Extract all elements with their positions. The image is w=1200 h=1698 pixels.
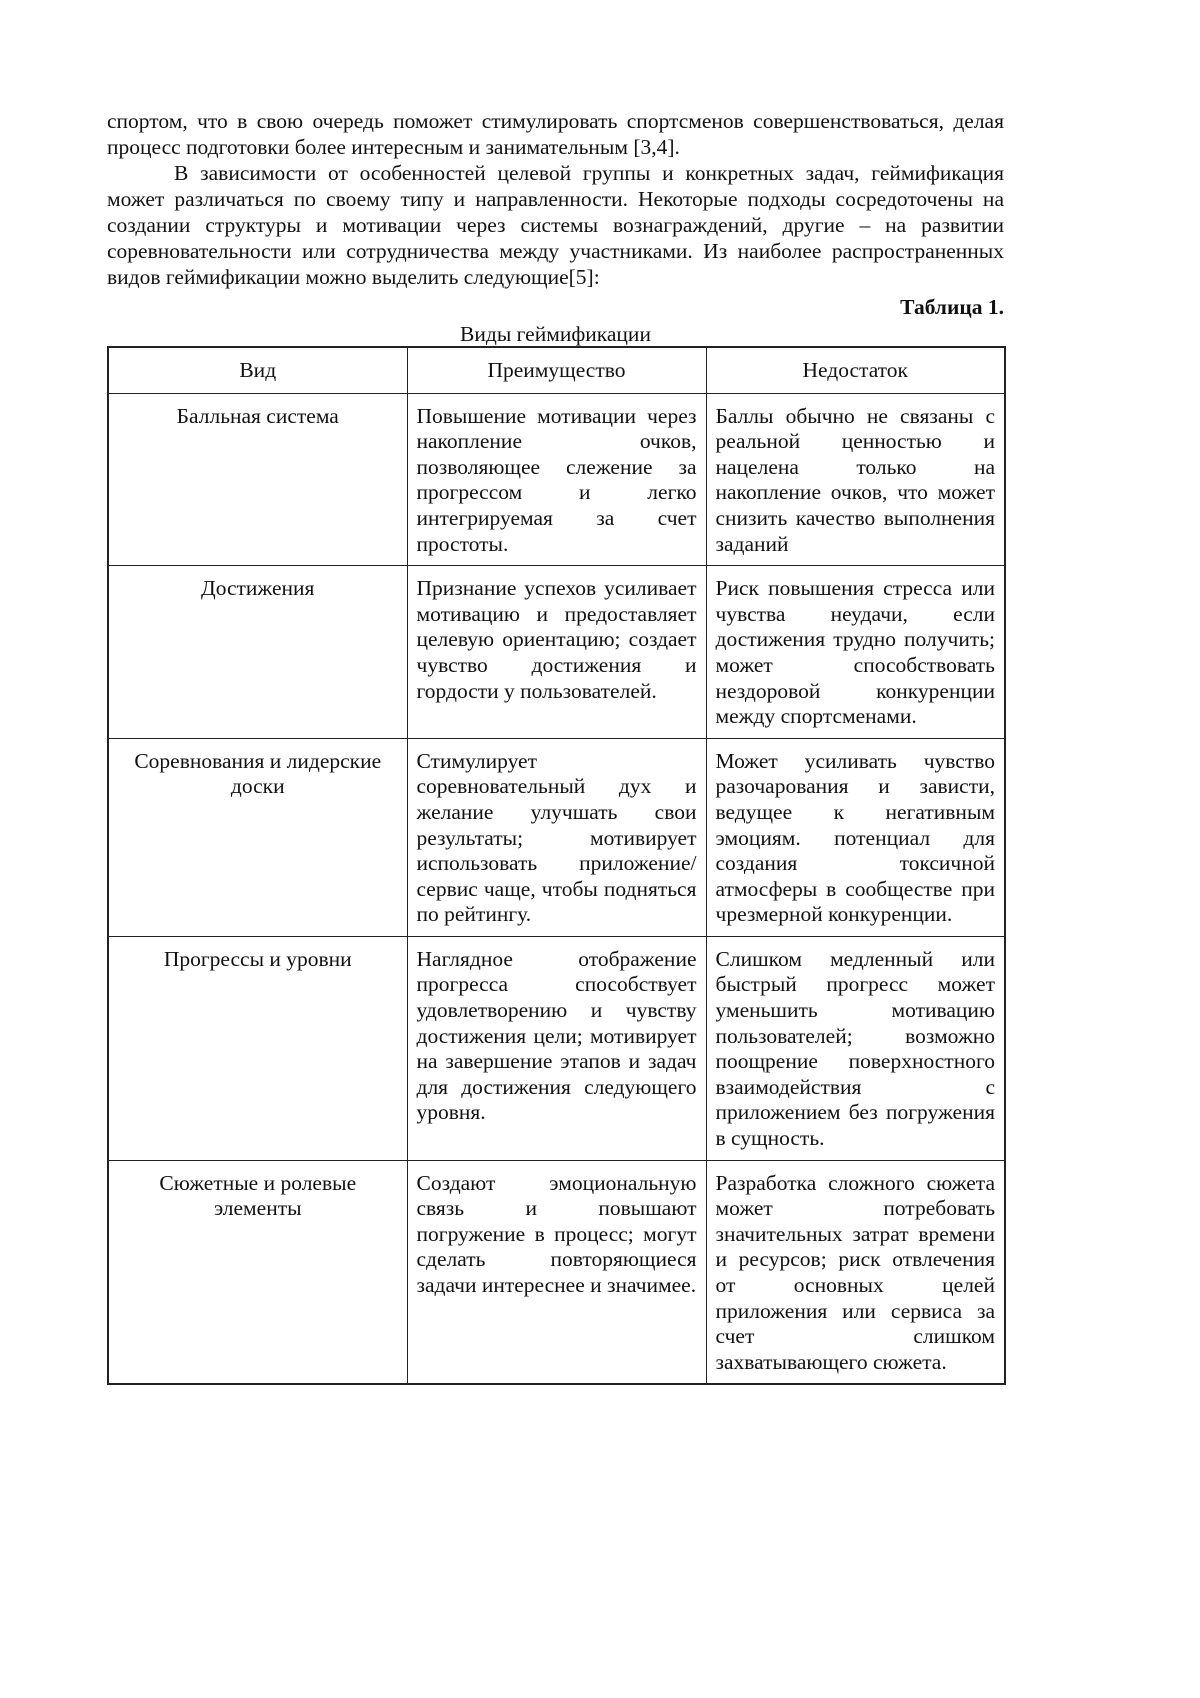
cell-disadvantage: Риск повышения стресса или чувства неудачи, если достижения трудно получить; может способствовать нездоровой конкуренции между спортсменами. — [706, 566, 1005, 739]
column-header-disadvantage: Недостаток — [706, 347, 1005, 393]
cell-kind: Прогрессы и уровни — [108, 936, 407, 1160]
cell-disadvantage: Баллы обычно не связаны с реальной ценностью и нацелена только на накопление очков, что может снизить качество выполнения заданий — [706, 393, 1005, 566]
table-header-row — [108, 347, 1005, 393]
cell-advantage: Наглядное отображение прогресса способствует удовлетворению и чувству достижения цели; мотивирует на завершение этапов и задач для достижения следующего уровня. — [407, 936, 706, 1160]
gamification-types-table — [107, 346, 1006, 1385]
cell-kind: Достижения — [108, 566, 407, 739]
table-row — [108, 393, 1005, 566]
table-row — [108, 936, 1005, 1160]
paragraph-intro-continuation: спортом, что в свою очередь поможет стимулировать спортсменов совершенствоваться, делая процесс подготовки более интересным и занимательным [3,4]. — [107, 109, 1004, 159]
table-row — [108, 1160, 1005, 1384]
paragraph-gamification-types: В зависимости от особенностей целевой группы и конкретных задач, геймификация может различаться по своему типу и направленности. Некоторые подходы сосредоточены на создании структуры и мотивации через системы вознаграждений, другие – на развитии соревновательности или сотрудничества между участниками. Из наиболее распространенных видов геймификации можно выделить следующие[5]: — [107, 161, 1004, 289]
column-header-kind: Вид — [108, 347, 407, 393]
column-header-advantage: Преимущество — [407, 347, 706, 393]
cell-advantage: Повышение мотивации через накопление очков, позволяющее слежение за прогрессом и легко интегрируемая за счет простоты. — [407, 393, 706, 566]
cell-kind: Соревнования и лидерские доски — [108, 738, 407, 936]
table-label: Таблица 1. — [900, 295, 1004, 319]
document-page — [107, 108, 1004, 1385]
cell-kind: Балльная система — [108, 393, 407, 566]
cell-disadvantage: Разработка сложного сюжета может потребовать значительных затрат времени и ресурсов; риск отвлечения от основных целей приложения или сервиса за счет слишком захватывающего сюжета. — [706, 1160, 1005, 1384]
cell-advantage: Признание успехов усиливает мотивацию и предоставляет целевую ориентацию; создает чувство достижения и гордости у пользователей. — [407, 566, 706, 739]
cell-advantage: Создают эмоциональную связь и повышают погружение в процесс; могут сделать повторяющиеся задачи интереснее и значимее. — [407, 1160, 706, 1384]
table-row — [108, 566, 1005, 739]
cell-advantage: Стимулирует соревновательный дух и желание улучшать свои результаты; мотивирует использовать приложение/сервис чаще, чтобы подняться по рейтингу. — [407, 738, 706, 936]
table-caption: Виды геймификации — [460, 322, 651, 346]
cell-disadvantage: Слишком медленный или быстрый прогресс может уменьшить мотивацию пользователей; возможно поощрение поверхностного взаимодействия с приложением без погружения в сущность. — [706, 936, 1005, 1160]
cell-kind: Сюжетные и ролевые элементы — [108, 1160, 407, 1384]
cell-disadvantage: Может усиливать чувство разочарования и зависти, ведущее к негативным эмоциям. потенциал для создания токсичной атмосферы в сообществе при чрезмерной конкуренции. — [706, 738, 1005, 936]
table-row — [108, 738, 1005, 936]
